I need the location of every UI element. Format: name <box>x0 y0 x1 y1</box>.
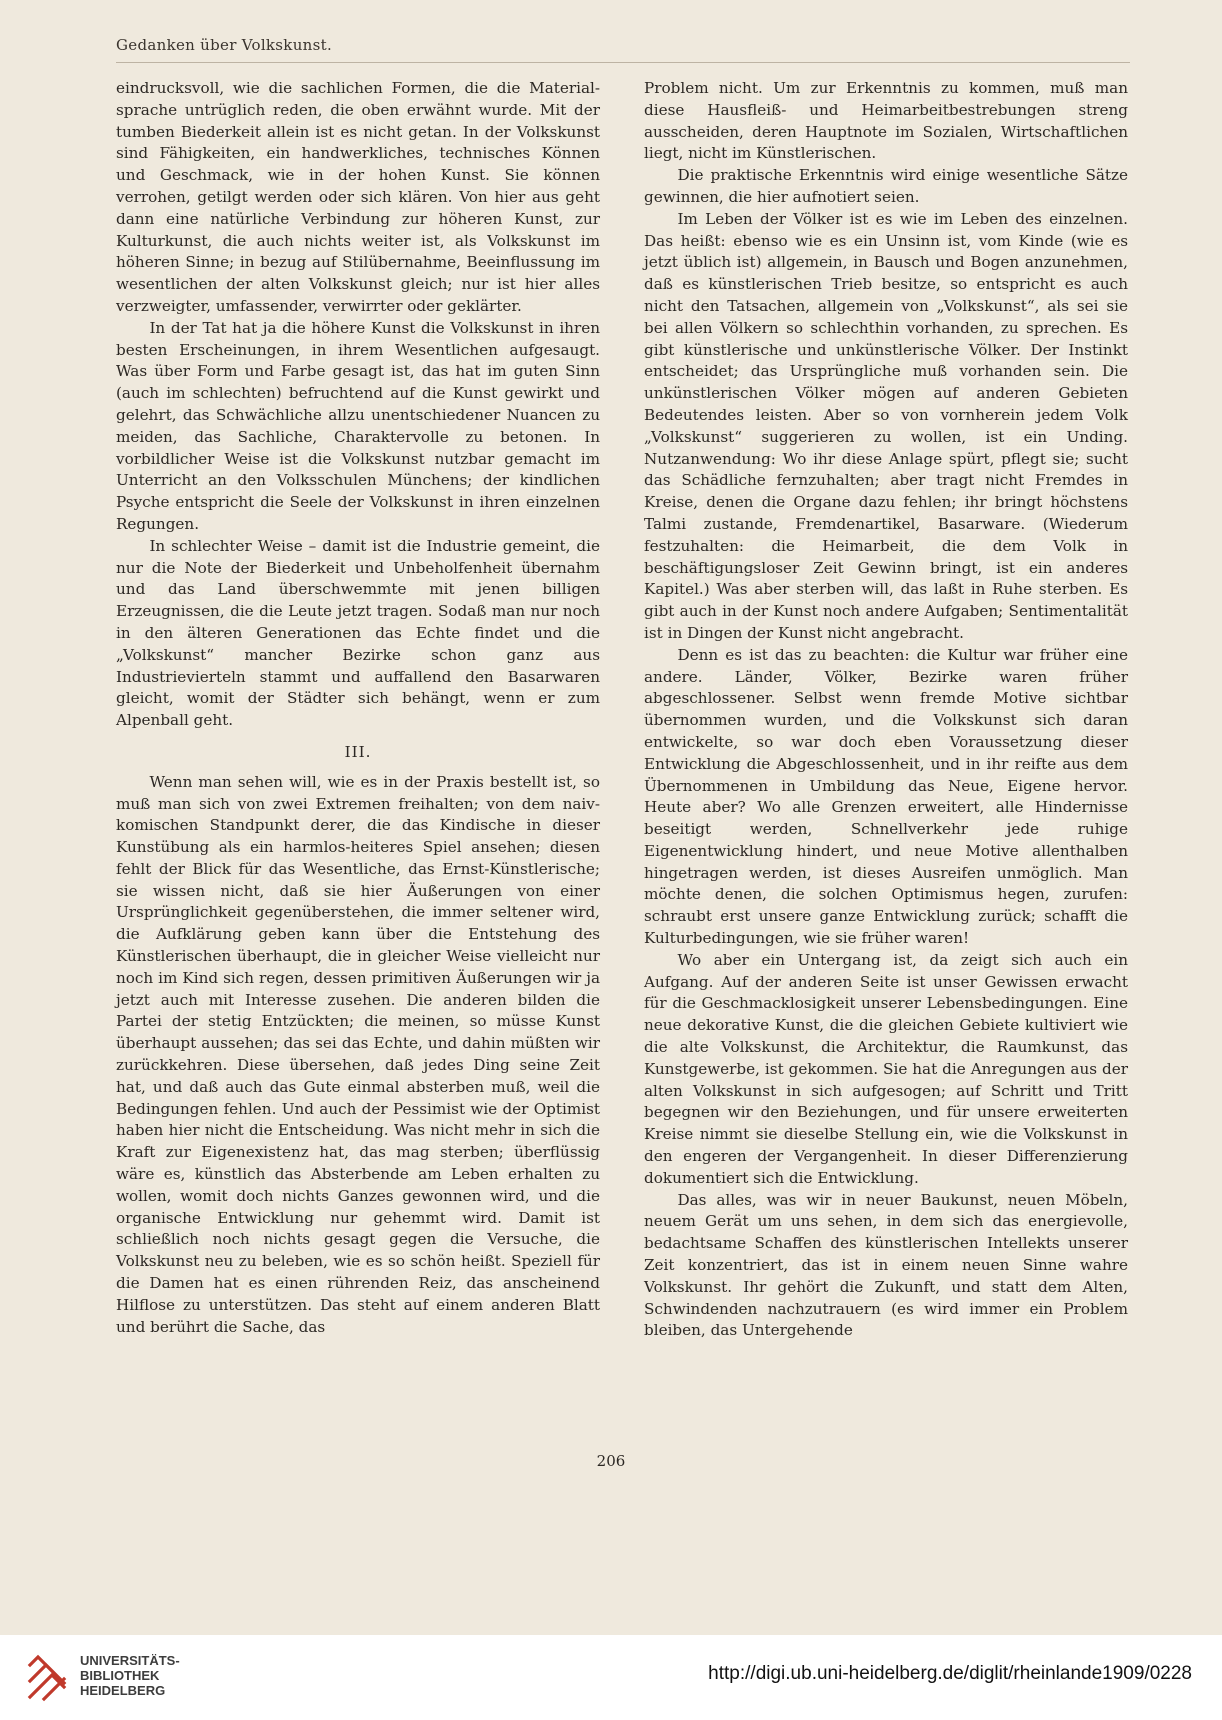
library-name-line: HEIDELBERG <box>80 1683 166 1698</box>
library-name[interactable] <box>80 1653 180 1698</box>
university-library-logo-icon[interactable] <box>24 1651 70 1705</box>
library-name-line: UNIVERSITÄTS- <box>80 1653 180 1668</box>
header-rule <box>116 62 1130 63</box>
paragraph: Problem nicht. Um zur Erkenntnis zu kommen, muß man diese Hausfleiß- und Heimarbeitbestrebungen streng ausscheiden, deren Hauptnote im Sozialen, Wirtschaftlichen liegt, nicht im Künstlerischen. <box>644 79 1128 163</box>
paragraph: eindrucksvoll, wie die sachlichen Formen, die die Material-sprache untrüglich reden, die oben erwähnt wurde. Mit der tumben Biederkeit allein ist es nicht getan. In der Volkskunst sind Fähigkeiten, ein handwerkliches, technisches Können und Geschmack, wie in der hohen Kunst. Sie können verrohen, getilgt werden oder sich klären. Von hier aus geht dann eine natürliche Verbindung zur höheren Kunst, zur Kulturkunst, die auch nichts weiter ist, als Volkskunst im höheren Sinne; in bezug auf Stilübernahme, Beeinflussung im wesentlichen der alten Volkskunst gleich; nur ist hier alles verzweigter, umfassender, verwirrter oder geklärter. <box>116 79 600 315</box>
running-head: Gedanken über Volkskunst. <box>116 36 333 54</box>
section-heading: III. <box>344 742 372 761</box>
library-name-line: BIBLIOTHEK <box>80 1668 160 1683</box>
paragraph: Wo aber ein Untergang ist, da zeigt sich auch ein Aufgang. Auf der anderen Seite ist unser Gewissen erwacht für die Geschmacklosigkeit unserer Lebensbedingungen. Eine neue dekorative Kunst, die die gleichen Gebiete kultiviert wie die alte Volkskunst, die Architektur, die Raumkunst, das Kunstgewerbe, ist gekommen. Sie hat die Anregungen aus der alten Volkskunst in sich aufgesogen; auf Schritt und Tritt begegnen wir den Beziehungen, und für unsere erweiterten Kreise nimmt sie dieselbe Stellung ein, wie die Volkskunst in den engeren der Vergangenheit. In dieser Differenzierung dokumentiert sich die Entwicklung. <box>644 950 1128 1187</box>
paragraph: Das alles, was wir in neuer Baukunst, neuen Möbeln, neuem Gerät um uns sehen, in dem sich das energievolle, bedachtsame Schaffen des künstlerischen Intellekts unserer Zeit konzentriert, das ist in einem neuen Sinne wahre Volkskunst. Ihr gehört die Zukunft, und statt dem Alten, Schwindenden nachzutrauern (es wird immer ein Problem bleiben, das Untergehende <box>644 1190 1128 1340</box>
source-url-link[interactable]: http://digi.ub.uni-heidelberg.de/diglit/rheinlande1909/0228 <box>708 1663 1192 1684</box>
paragraph: In schlechter Weise – damit ist die Industrie gemeint, die nur die Note der Biederkeit und Unbeholfenheit übernahm und das Land überschwemmte mit jenen billigen Erzeugnissen, die die Leute jetzt tragen. Sodaß man nur noch in den älteren Generationen das Echte findet und die „Volkskunst“ mancher Bezirke schon ganz aus Industrievierteln stammt und auffallend den Basarwaren gleicht, womit der Städter sich behängt, wenn er zum Alpenball geht. <box>116 536 600 730</box>
paragraph: In der Tat hat ja die höhere Kunst die Volkskunst in ihren besten Erscheinungen, in ihrem Wesentlichen aufgesaugt. Was über Form und Farbe gesagt ist, das hat im guten Sinn (auch im schlechten) befruchtend auf die Kunst gewirkt und gelehrt, das Schwächliche allzu unentschiedener Nuancen zu meiden, das Sachliche, Charaktervolle zu betonen. In vorbildlicher Weise ist die Volkskunst nutzbar gemacht im Unterricht an den Volksschulen Münchens; der kindlichen Psyche entspricht die Seele der Volkskunst in ihren einzelnen Regungen. <box>116 318 600 533</box>
left-column <box>116 78 600 1338</box>
footer-bar <box>0 1635 1222 1720</box>
right-column <box>644 78 1128 1342</box>
paragraph: Die praktische Erkenntnis wird einige wesentliche Sätze gewinnen, die hier aufnotiert seien. <box>644 166 1128 206</box>
paragraph: Denn es ist das zu beachten: die Kultur war früher eine andere. Länder, Völker, Bezirke waren früher abgeschlossener. Selbst wenn fremde Motive sichtbar übernommen wurden, und die Volkskunst sich daran entwickelte, so war doch eben Voraussetzung dieser Entwicklung die Abgeschlossenheit, und in ihr reifte aus dem Übernommenen in Umbildung das Neue, Eigene hervor. Heute aber? Wo alle Grenzen erweitert, alle Hindernisse beseitigt werden, Schnellverkehr jede ruhige Eigenentwicklung hindert, und neue Motive allenthalben hingetragen werden, ist dieses Ausreifen unmöglich. Man möchte denen, die solchen Optimismus hegen, zurufen: schraubt erst unsere ganze Entwicklung zurück; schafft die Kulturbedingungen, wie sie früher waren! <box>644 645 1128 948</box>
paragraph: Im Leben der Völker ist es wie im Leben des einzelnen. Das heißt: ebenso wie es ein Unsinn ist, vom Kinde (wie es jetzt üblich ist) allgemein, in Bausch und Bogen anzunehmen, daß es künstlerischen Trieb besitze, so entspricht es auch nicht den Tatsachen, allgemein von „Volkskunst“, als sei sie bei allen Völkern so schlechthin vorhanden, zu sprechen. Es gibt künstlerische und unkünstlerische Völker. Der Instinkt entscheidet; das Ursprüngliche muß vorhanden sein. Die unkünstlerischen Völker mögen auf anderen Gebieten Bedeutendes leisten. Aber so von vornherein jedem Volk „Volkskunst“ suggerieren zu wollen, ist ein Unding. Nutzanwendung: Wo ihr diese Anlage spürt, pflegt sie; sucht das Schädliche fernzuhalten; aber tragt nicht Fremdes in Kreise, denen die Organe dazu fehlen; ihr bringt höchstens Talmi zustande, Fremdenartikel, Basarware. (Wiederum festzuhalten: die Heimarbeit, die dem Volk in beschäftigungsloser Zeit Gewinn bringt, ist ein anderes Kapitel.) Was aber sterben will, das laßt in Ruhe sterben. Es gibt auch in der Kunst noch andere Aufgaben; Sentimentalität ist in Dingen der Kunst nicht angebracht. <box>644 209 1128 642</box>
page-number: 206 <box>596 1452 626 1470</box>
paragraph: Wenn man sehen will, wie es in der Praxis bestellt ist, so muß man sich von zwei Extremen freihalten; von dem naiv-komischen Standpunkt derer, die das Kindische in dieser Kunstübung als ein harmlos-heiteres Spiel ansehen; diesen fehlt der Blick für das Wesentliche, das Ernst-Künstlerische; sie wissen nicht, daß sie hier Äußerungen von einer Ursprünglichkeit gegenüberstehen, die immer seltener wird, die Aufklärung geben kann über die Entstehung des Künstlerischen überhaupt, die in gleicher Weise vielleicht nur noch im Kind sich regen, dessen primitiven Äußerungen wir ja jetzt auch mit Interesse zusehen. Die anderen bilden die Partei der stetig Entzückten; die meinen, so müsse Kunst überhaupt aussehen; das sei das Echte, und dahin müßten wir zurückkehren. Diese übersehen, daß jedes Ding seine Zeit hat, und daß auch das Gute einmal absterben muß, weil die Bedingungen fehlen. Und auch der Pessimist wie der Optimist haben hier nicht die Entscheidung. Was nicht mehr in sich die Kraft zur Eigenexistenz hat, das mag sterben; überflüssig wäre es, künstlich das Absterbende am Leben erhalten zu wollen, womit doch nichts Ganzes gewonnen wird, und die organische Entwicklung nur gehemmt wird. Damit ist schließlich noch nichts gesagt gegen die Versuche, die Volkskunst neu zu beleben, wie es so schön heißt. Speziell für die Damen hat es einen rührenden Reiz, das anscheinend Hilflose zu unterstützen. Das steht auf einem anderen Blatt und berührt die Sache, das <box>116 772 600 1336</box>
